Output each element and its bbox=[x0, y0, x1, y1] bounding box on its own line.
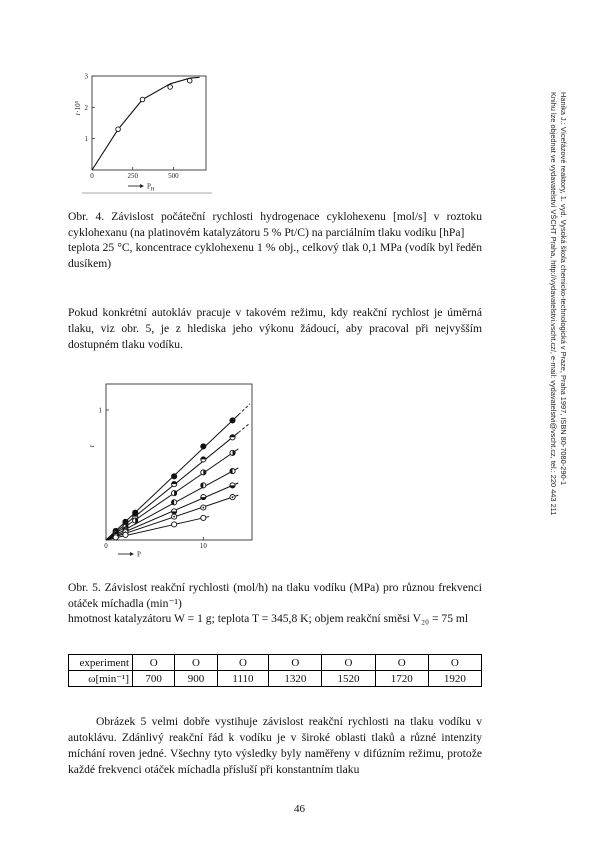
series-extrapolation bbox=[238, 423, 250, 432]
data-point bbox=[172, 509, 177, 514]
table-cell: 1320 bbox=[269, 671, 322, 687]
y-tick-label: 1 bbox=[84, 135, 88, 144]
data-point bbox=[201, 457, 206, 462]
x-tick-label: 500 bbox=[168, 172, 179, 180]
margin-citation bbox=[549, 92, 568, 532]
marker-circle bbox=[201, 515, 206, 520]
x-axis-label bbox=[147, 183, 155, 193]
figure-4-caption bbox=[68, 209, 482, 271]
data-point bbox=[113, 535, 118, 540]
data-point bbox=[201, 483, 206, 488]
data-point bbox=[172, 482, 177, 487]
data-point bbox=[172, 522, 177, 527]
x-axis-label-main: P bbox=[147, 182, 151, 191]
x-tick-label: 10 bbox=[199, 542, 207, 550]
marker-circle bbox=[172, 474, 177, 479]
x-tick-label: 250 bbox=[127, 172, 138, 180]
marker-dot bbox=[202, 507, 204, 509]
table-cell: 1720 bbox=[375, 671, 428, 687]
data-point bbox=[230, 418, 235, 423]
y-tick-label: 3 bbox=[84, 72, 88, 81]
table-cell: 900 bbox=[175, 671, 217, 687]
data-point bbox=[201, 444, 206, 449]
data-point bbox=[172, 474, 177, 479]
table-cell: O bbox=[217, 655, 269, 671]
x-axis-arrowhead bbox=[130, 552, 134, 556]
marker-dot bbox=[232, 496, 234, 498]
data-point bbox=[123, 532, 128, 537]
marker-circle bbox=[201, 444, 206, 449]
plot-frame bbox=[106, 384, 252, 540]
citation-line-2: Knihu lze objednat ve vydavatelství VŠCHT Praha, http://vydavatelstvi.vscht.cz/, e-mail: vydavatelstvi@vscht.cz, tel.: 220 443 211 bbox=[549, 92, 559, 516]
data-point bbox=[201, 470, 206, 475]
figure-4-caption-conditions: teplota 25 °C, koncentrace cyklohexenu 1 % obj., celkový tlak 0,1 MPa (vodík byl ředěn dusíkem) bbox=[68, 241, 482, 270]
data-point bbox=[201, 515, 206, 520]
marker-circle bbox=[230, 418, 235, 423]
table-cell: O bbox=[133, 655, 175, 671]
marker-dot bbox=[173, 516, 175, 518]
y-tick-label: 2 bbox=[84, 103, 88, 112]
data-point bbox=[230, 435, 235, 440]
table-cell: 700 bbox=[133, 671, 175, 687]
figure-5-chart bbox=[84, 378, 274, 568]
y-tick-label: 1 bbox=[98, 406, 102, 415]
table-cell: 1520 bbox=[322, 671, 375, 687]
table-cell: O bbox=[269, 655, 322, 671]
data-point bbox=[230, 483, 235, 488]
marker-circle bbox=[113, 535, 118, 540]
x-axis-arrowhead bbox=[140, 184, 144, 188]
citation-line-1: Hanika J.: Vícefázové reaktory, 1. vyd. Vysoká škola chemicko-technologická v Praze, Praha 1997, ISBN 80-7080-290-1 bbox=[559, 92, 568, 486]
data-point bbox=[172, 491, 177, 496]
figure-5-caption-line2: hmotnost katalyzátoru W = 1 g; teplota T = 345,8 K; objem reakční směsi V₂₀ = 75 ml bbox=[68, 612, 469, 625]
data-point bbox=[140, 97, 145, 102]
data-point bbox=[230, 469, 235, 474]
series-line bbox=[92, 77, 200, 170]
table-cell: O bbox=[322, 655, 375, 671]
data-point bbox=[172, 514, 177, 519]
table-cell: O bbox=[175, 655, 217, 671]
table-cell: O bbox=[428, 655, 481, 671]
data-point bbox=[201, 495, 206, 500]
series-extrapolation bbox=[238, 404, 250, 415]
x-axis-label-subscript: H bbox=[150, 187, 155, 193]
figure-4-caption-main: Obr. 4. Závislost počáteční rychlosti hydrogenace cyklohexenu [mol/s] v roztoku cyklohexanu (na platinovém katalyzátoru 5 % Pt/C) na parciálním tlaku vodíku [hPa] bbox=[68, 210, 482, 239]
figure-5-caption-line1: Obr. 5. Závislost reakční rychlosti (mol/h) na tlaku vodíku (MPa) pro různou frekvenci otáček míchadla (min⁻¹) bbox=[68, 581, 482, 610]
table-row bbox=[69, 671, 482, 687]
table-cell: 1110 bbox=[217, 671, 269, 687]
data-point bbox=[116, 127, 121, 132]
data-point bbox=[187, 78, 192, 83]
x-tick-label: 0 bbox=[104, 542, 108, 550]
y-axis-label: r bbox=[88, 444, 96, 448]
data-point bbox=[230, 495, 235, 500]
figure-4-chart bbox=[60, 66, 220, 196]
table-header-omega: ω[min⁻¹] bbox=[69, 671, 133, 687]
paragraph-figure-5: Obrázek 5 velmi dobře vystihuje závislost reakční rychlosti na tlaku vodíku v autoklávu. Zdánlivý reakční řád k vodíku je v široké oblasti tlaků a různé intenzity míchání roven jedné. Všechny tyto výsledky byly naměřeny v difúzním režimu, protože každé frekvenci otáček míchadla přísluší při konstantním tlaku bbox=[68, 715, 482, 776]
data-point bbox=[172, 500, 177, 505]
table-header-experiment: experiment bbox=[69, 655, 133, 671]
data-point bbox=[230, 450, 235, 455]
table-cell: O bbox=[375, 655, 428, 671]
table-cell: 1920 bbox=[428, 671, 481, 687]
data-point bbox=[168, 85, 173, 90]
data-point bbox=[133, 518, 138, 523]
marker-circle bbox=[123, 532, 128, 537]
page-number: 46 bbox=[294, 803, 305, 815]
table-row bbox=[69, 655, 482, 671]
x-axis-label: P bbox=[137, 550, 141, 559]
data-point bbox=[201, 505, 206, 510]
experiment-table bbox=[68, 654, 482, 687]
y-axis-label: r·10⁵ bbox=[74, 100, 82, 116]
series-line bbox=[106, 517, 209, 540]
plot-frame bbox=[92, 76, 206, 170]
figure-5-caption bbox=[68, 580, 482, 627]
x-tick-label: 0 bbox=[90, 172, 94, 180]
paragraph-autoclave: Pokud konkrétní autokláv pracuje v takovém režimu, kdy reakční rychlost je úměrná tlaku, viz obr. 5, je z hlediska jeho výkonu žádoucí, aby pracoval při nejvyšším dostupném tlaku vodíku. bbox=[68, 306, 482, 351]
marker-circle bbox=[172, 522, 177, 527]
